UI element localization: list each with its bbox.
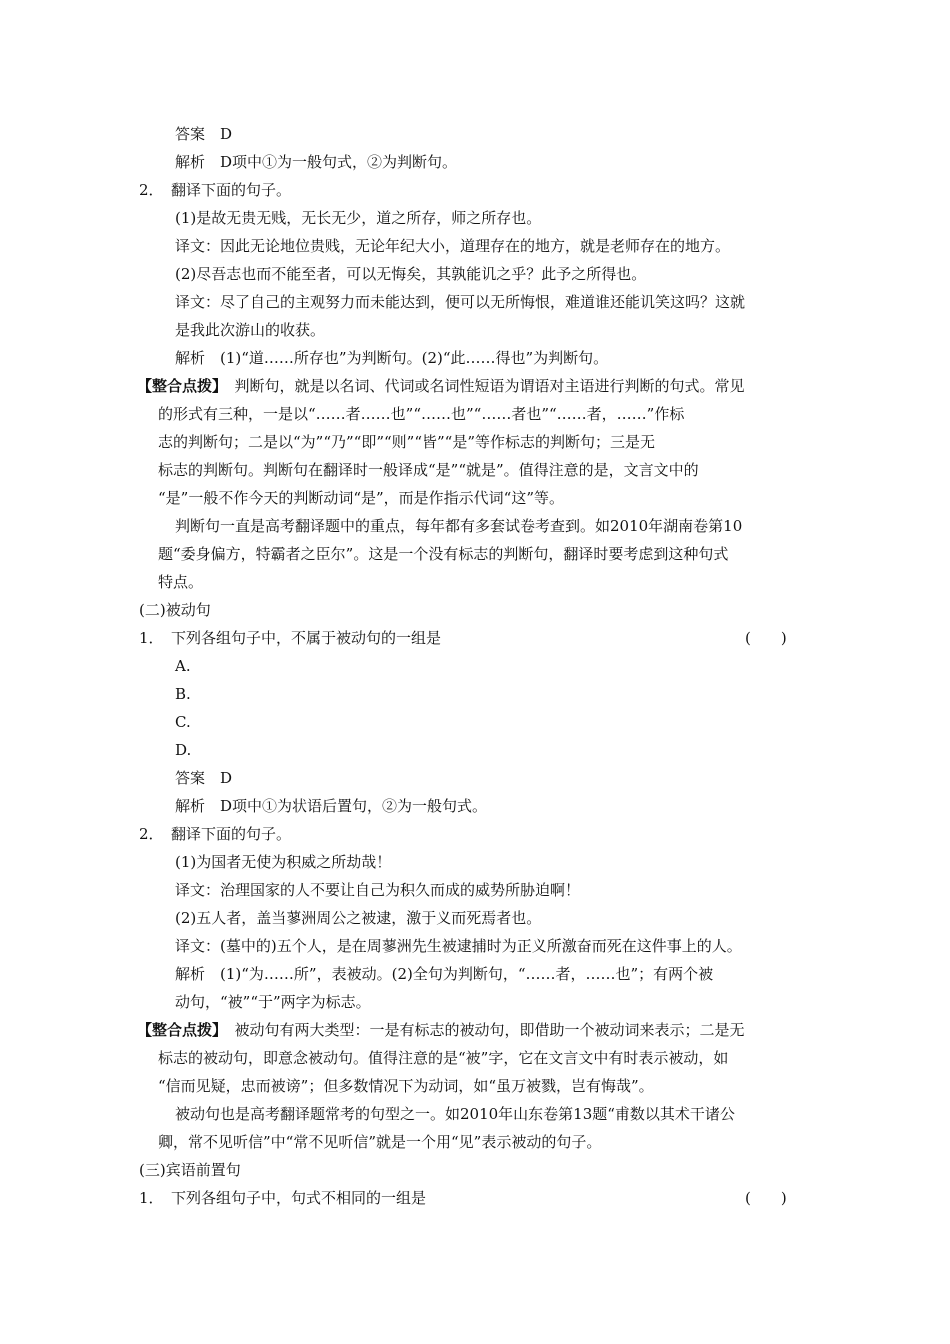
sentence-line: (2)五人者，盖当蓼洲周公之被逮，激于义而死焉者也。 — [175, 909, 542, 927]
sentence-line: (1)是故无贵无贱，无长无少，道之所存，师之所存也。 — [175, 209, 542, 227]
section-heading: (二)被动句 — [139, 601, 211, 619]
paragraph-line: 志的判断句；二是以“为”“乃”“即”“则”“皆”“是”等作标志的判断句；三是无 — [158, 433, 656, 451]
analysis-line: 解析 D项中①为一般句式，②为判断句。 — [175, 153, 458, 171]
paragraph-line: 的形式有三种，一是以“……者……也”“……也”“……者也”“……者，……”作标 — [158, 405, 685, 423]
paragraph-line: 卿，常不见听信”中“常不见听信”就是一个用“见”表示被动的句子。 — [158, 1133, 602, 1151]
summary-heading-line — [137, 376, 745, 396]
analysis-line: 解析 (1)“为……所”，表被动。(2)全句为判断句，“……者，……也”；有两个被 — [175, 965, 714, 983]
option-c: C. — [175, 713, 191, 731]
question-line: 1． 下列各组句子中，句式不相同的一组是 — [139, 1189, 427, 1207]
analysis-line: 解析 (1)“道……所存也”为判断句。(2)“此……得也”为判断句。 — [175, 349, 609, 367]
translation-line: 译文：尽了自己的主观努力而未能达到，便可以无所悔恨，难道谁还能讥笑这吗？这就 — [175, 293, 746, 311]
paragraph-line: “信而见疑，忠而被谤”；但多数情况下为动词，如“虽万被戮，岂有悔哉”。 — [158, 1077, 654, 1095]
summary-text: 判断句，就是以名词、代词或名词性短语为谓语对主语进行判断的句式。常见 — [219, 377, 745, 395]
paragraph-line: 被动句也是高考翻译题常考的句型之一。如2010年山东卷第13题“甫数以其术干诸公 — [175, 1105, 735, 1123]
translation-line: 译文：因此无论地位贵贱，无论年纪大小，道理存在的地方，就是老师存在的地方。 — [175, 237, 731, 255]
translation-line: 译文：治理国家的人不要让自己为积久而成的威势所胁迫啊！ — [175, 881, 581, 899]
option-d: D. — [175, 741, 192, 759]
translation-line: 译文：(墓中的)五个人，是在周蓼洲先生被逮捕时为正义所激奋而死在这件事上的人。 — [175, 937, 742, 955]
paragraph-line: 标志的被动句，即意念被动句。值得注意的是“被”字，它在文言文中有时表示被动，如 — [158, 1049, 729, 1067]
option-a: A. — [175, 657, 191, 675]
analysis-line: 解析 D项中①为状语后置句，②为一般句式。 — [175, 797, 488, 815]
paragraph-line: 题“委身偏方，特霸者之臣尔”。这是一个没有标志的判断句，翻译时要考虑到这种句式 — [158, 545, 729, 563]
sentence-line: (1)为国者无使为积威之所劫哉！ — [175, 853, 392, 871]
paragraph-line: 标志的判断句。判断句在翻译时一般译成“是”“就是”。值得注意的是，文言文中的 — [158, 461, 699, 479]
sentence-line: (2)尽吾志也而不能至者，可以无悔矣，其孰能讥之乎？此予之所得也。 — [175, 265, 647, 283]
answer-line: 答案 D — [175, 769, 233, 787]
translation-line: 是我此次游山的收获。 — [175, 321, 326, 339]
summary-text: 被动句有两大类型：一是有标志的被动句，即借助一个被动词来表示；二是无 — [219, 1021, 745, 1039]
paragraph-line: 判断句一直是高考翻译题中的重点，每年都有多套试卷考查到。如2010年湖南卷第10 — [175, 517, 743, 535]
answer-line: 答案 D — [175, 125, 233, 143]
section-heading: (三)宾语前置句 — [139, 1161, 241, 1179]
paragraph-line: 特点。 — [158, 573, 204, 591]
question-line: 2． 翻译下面的句子。 — [139, 181, 292, 199]
analysis-line: 动句，“被”“于”两字为标志。 — [175, 993, 371, 1011]
answer-bracket: ( ) — [745, 1189, 787, 1207]
question-line: 1． 下列各组句子中，不属于被动句的一组是 — [139, 629, 442, 647]
question-line: 2． 翻译下面的句子。 — [139, 825, 292, 843]
summary-heading-line — [137, 1020, 745, 1040]
summary-label: 【整合点拨】 — [137, 1021, 220, 1039]
answer-bracket: ( ) — [745, 629, 787, 647]
summary-label: 【整合点拨】 — [137, 377, 220, 395]
paragraph-line: “是”一般不作今天的判断动词“是”，而是作指示代词“这”等。 — [158, 489, 565, 507]
option-b: B. — [175, 685, 191, 703]
